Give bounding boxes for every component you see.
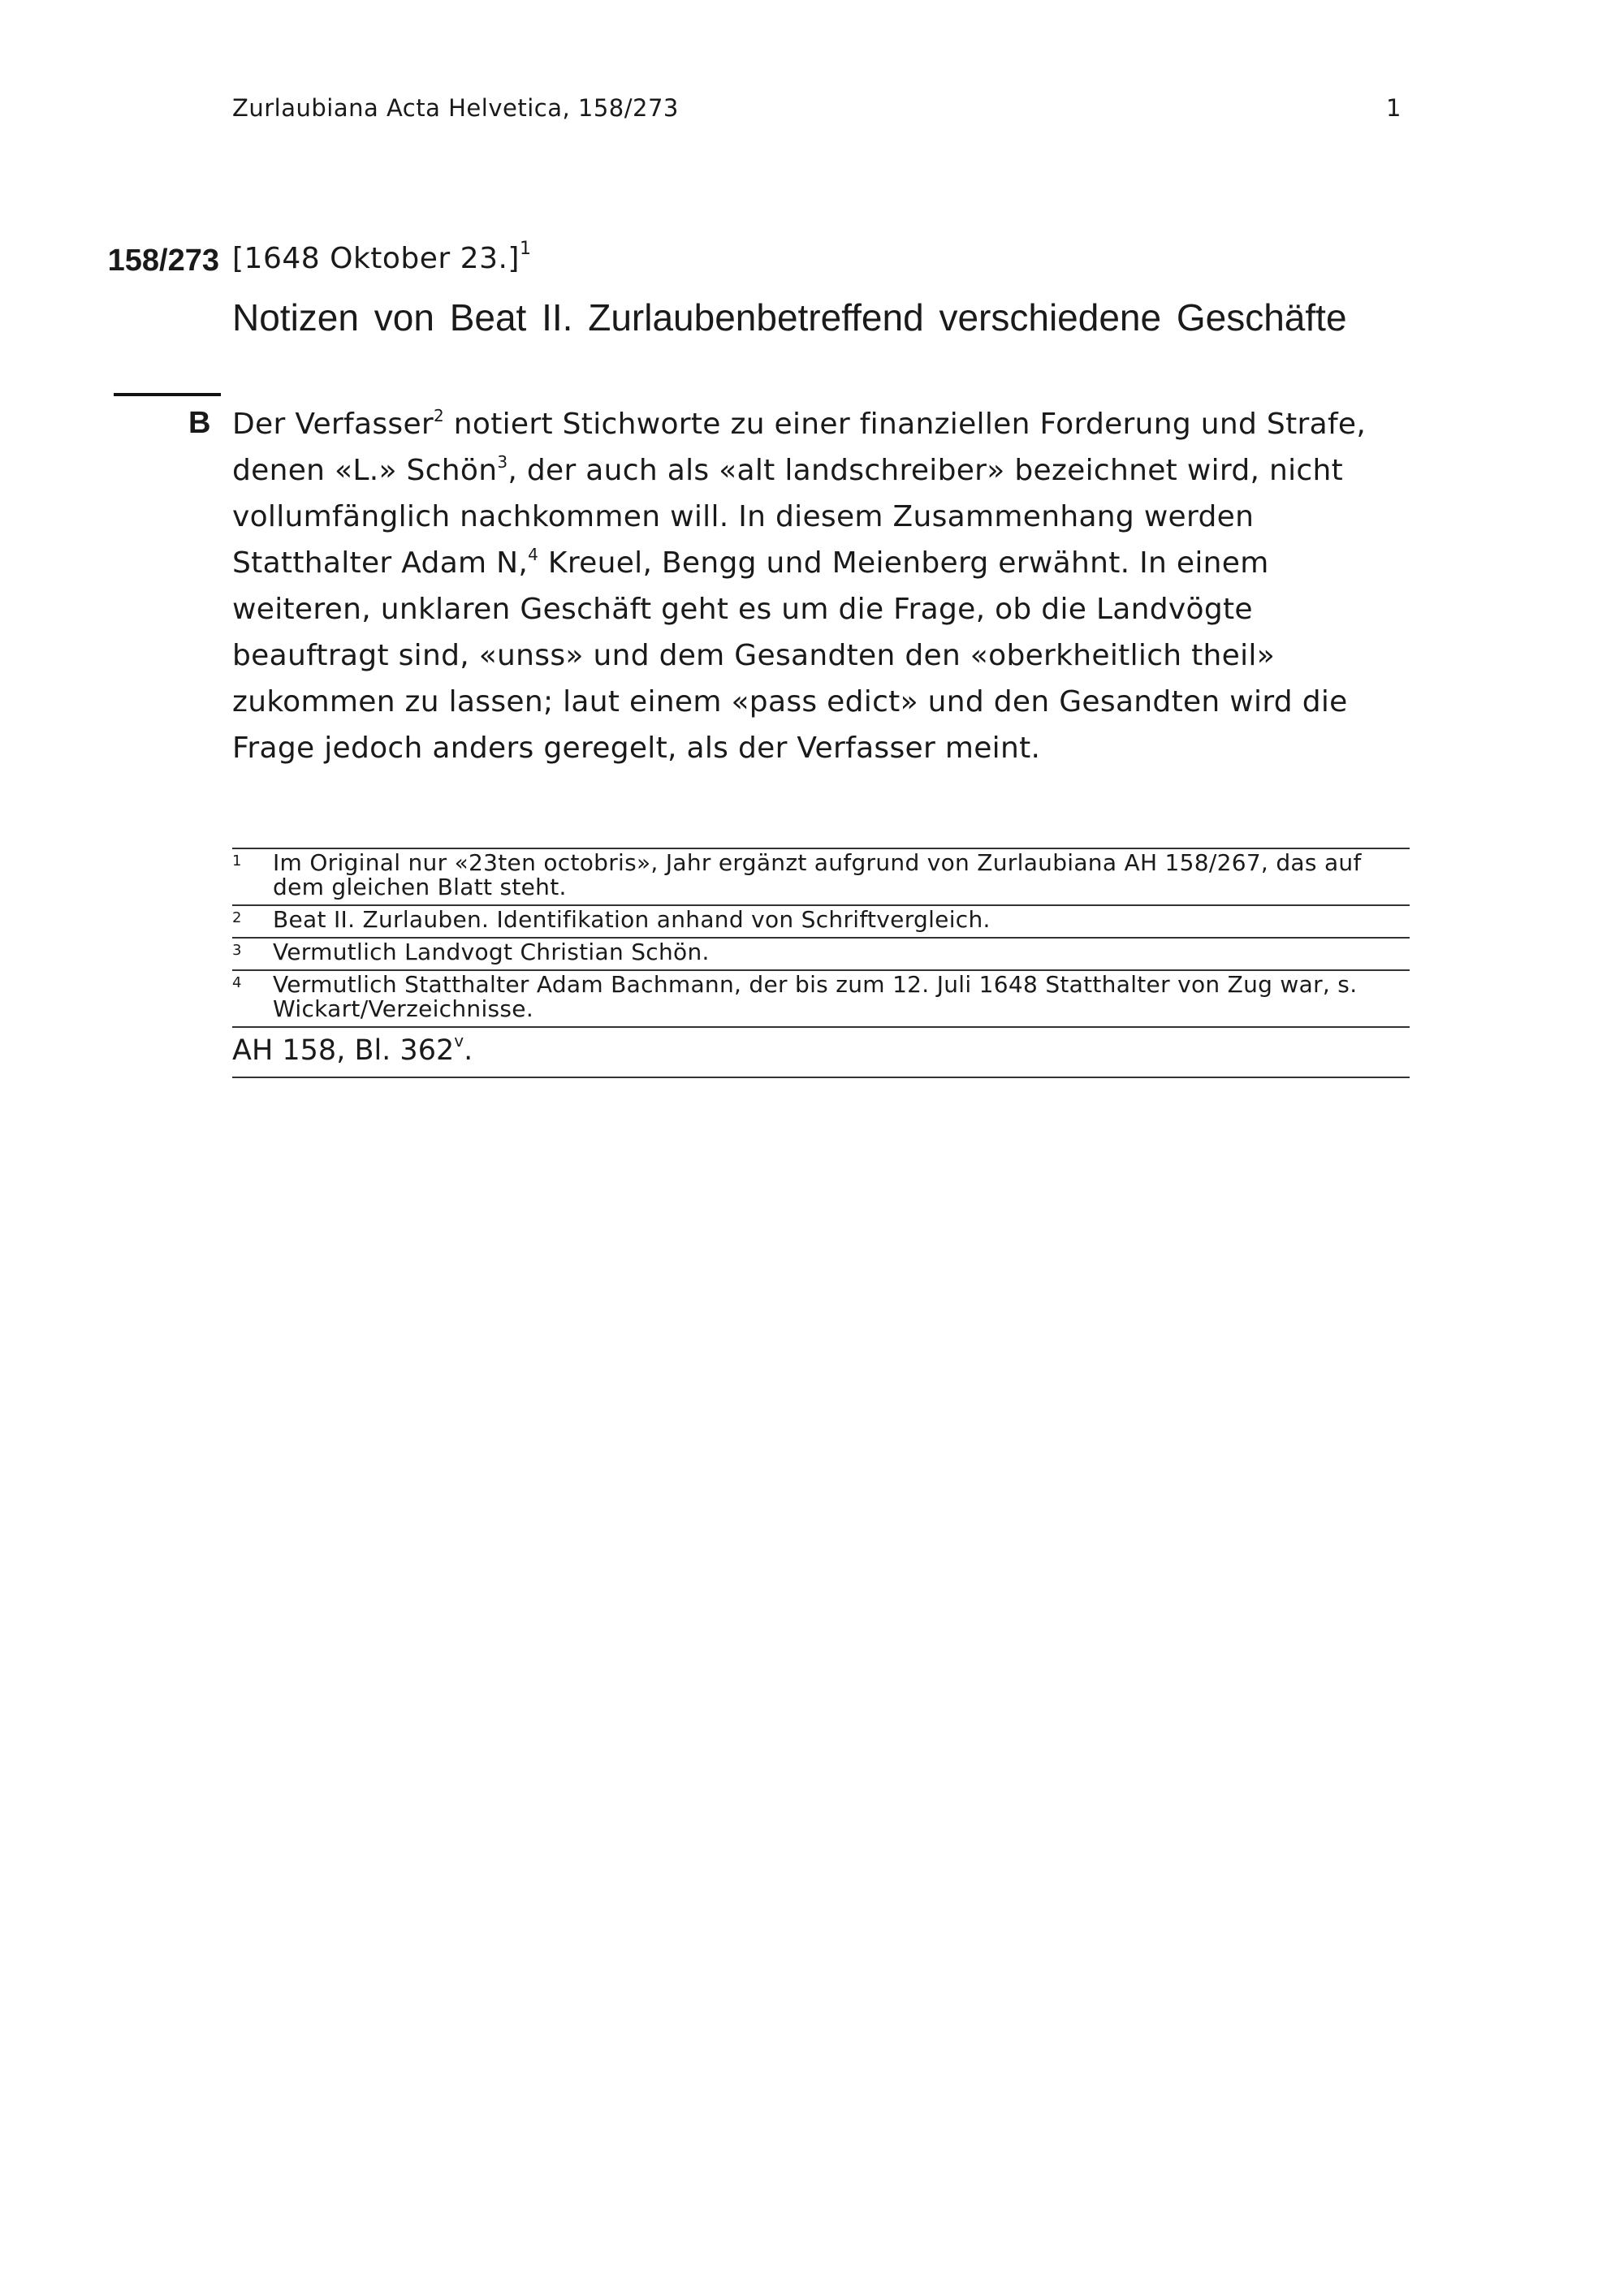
footnote	[232, 937, 1410, 969]
regest-segment: notiert Stichworte zu einer finanziellen Forderung und Strafe, denen «L.» Schön	[232, 408, 1367, 487]
regest-segment: , der auch als «alt landschreiber» bezeichnet wird, nicht vollumfänglich nachkommen will. In diesem Zusammenhang werden Statthalter Adam N,	[232, 454, 1344, 580]
regest-paragraph	[232, 401, 1410, 771]
entry-date	[232, 239, 532, 275]
running-header	[232, 94, 1402, 127]
footnote-mark: 3	[232, 942, 242, 959]
footnote-mark: 4	[232, 974, 242, 991]
footnote-ref: 3	[497, 452, 508, 472]
regest-segment: Kreuel, Bengg und Meienberg erwähnt. In einem weiteren, unklaren Geschäft geht es um die Frage, ob die Landvögte beauftragt sind, «unss» und dem Gesandten den «oberkheitlich theil» zukommen zu lassen; laut einem «pass edict» und den Gesandten wird die Frage jedoch anders geregelt, als der Verfasser meint.	[232, 546, 1348, 765]
source-citation	[232, 1026, 1410, 1078]
footnote	[232, 969, 1410, 1026]
footnote-mark: 1	[232, 852, 242, 870]
source-suffix: .	[464, 1034, 473, 1067]
footnote-ref: 1	[519, 239, 532, 259]
footnote-ref: 2	[434, 406, 445, 425]
section-rule	[114, 393, 221, 396]
footnotes	[232, 848, 1410, 1078]
footnote-mark: 2	[232, 909, 242, 926]
footnote-text: Beat II. Zurlauben. Identifikation anhand von Schriftvergleich.	[273, 906, 991, 933]
footnote-text: Vermutlich Landvogt Christian Schön.	[273, 939, 710, 965]
entry-date-text: [1648 Oktober 23.]	[232, 242, 520, 275]
footnote	[232, 904, 1410, 937]
footnote-text: Im Original nur «23ten octobris», Jahr ergänzt aufgrund von Zurlaubiana AH 158/267, das auf dem gleichen Blatt steht.	[273, 849, 1362, 900]
page-number: 1	[1386, 94, 1402, 122]
source-superscript: v	[454, 1031, 464, 1051]
entry-number: 158/273	[107, 244, 219, 278]
source-text: AH 158, Bl. 362	[232, 1034, 455, 1067]
regest-marker: B	[188, 406, 211, 440]
footnote-text: Vermutlich Statthalter Adam Bachmann, der bis zum 12. Juli 1648 Statthalter von Zug war, s. Wickart/Verzeichnisse.	[273, 971, 1358, 1022]
regest-segment: Der Verfasser	[232, 408, 434, 441]
regest-text	[232, 401, 1410, 771]
running-title: Zurlaubiana Acta Helvetica, 158/273	[232, 94, 679, 122]
footnote-ref: 4	[528, 545, 539, 564]
footnote	[232, 848, 1410, 904]
entry-title: Notizen von Beat II. Zurlaubenbetreffend verschiedene Geschäfte	[232, 296, 1347, 339]
